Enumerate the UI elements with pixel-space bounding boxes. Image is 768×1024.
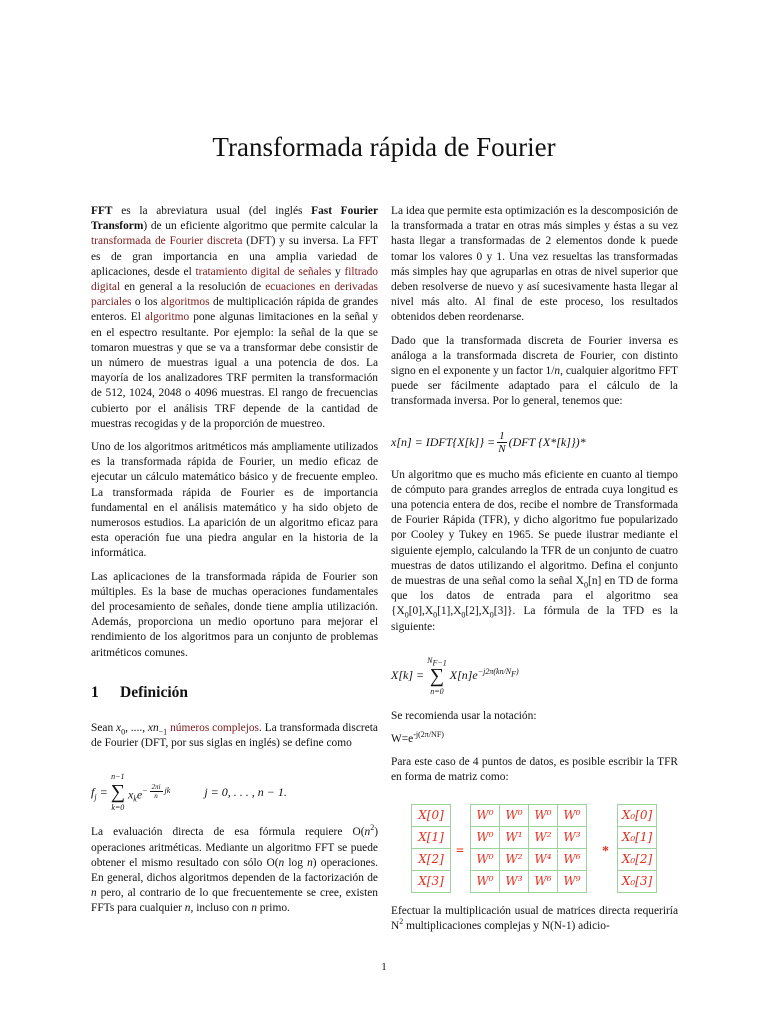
matrix-cell: W² [529, 826, 558, 848]
matrix-cell: W³ [500, 870, 529, 892]
matrix-cell: X[3] [412, 870, 451, 892]
input-vector [617, 804, 657, 893]
matrix-cell: X₀[2] [618, 848, 657, 870]
link-algoritmos[interactable]: algoritmos [160, 296, 210, 309]
paragraph-3: Las aplicaciones de la transformada rápida de Fourier son múltiples. Es la base de muchas operaciones fundamentales del procesamiento de señales, donde tiene amplia utilización. Además, proporciona un medio oportuno para mejorar el rendimiento de los algoritmos para un conjunto de problemas aritméticos comunes. [91, 570, 378, 659]
matrix-cell: X₀[3] [618, 870, 657, 892]
matrix-cell: X₀[0] [618, 804, 657, 826]
matrix-cell: X[0] [412, 804, 451, 826]
matrix-cell: X[2] [412, 848, 451, 870]
matrix-cell: W³ [558, 826, 587, 848]
matrix-cell: X[1] [412, 826, 451, 848]
matrix-cell: W⁴ [529, 848, 558, 870]
link-algoritmo[interactable]: algoritmo [144, 311, 190, 324]
link-ecuaciones-derivadas-parciales[interactable]: ecuaciones en derivadas parciales [91, 281, 378, 309]
multiply-sign: * [602, 843, 609, 859]
right-column [391, 204, 678, 942]
fft-matrix-equation [391, 794, 678, 904]
matrix-cell: W² [500, 848, 529, 870]
matrix-cell: W⁰ [471, 826, 500, 848]
matrix-cell: W¹ [500, 826, 529, 848]
notation-paragraph: Se recomienda usar la notación: [391, 709, 537, 722]
page-title: Transformada rápida de Fourier [212, 132, 556, 163]
optimization-paragraph: La idea que permite esta optimización es la descomposición de la transformada a tratar en otras más simples y éstas a su vez hasta llegar a transformadas de 2 elementos donde k puede tomar los valores 0 y 1. Una vez resueltas las transformadas más simples hay que agruparlas en otras de nivel superior que deben resolverse de nuevo y así sucesivamente hasta llegar al nivel más alto. Al final de este proceso, los resultados obtenidos deben reordenarse. [391, 205, 678, 324]
matrix-cell: W⁹ [558, 870, 587, 892]
matrix-cell: W⁰ [471, 870, 500, 892]
matrix-cell: W⁶ [529, 870, 558, 892]
tfr-paragraph: Un algoritmo que es mucho más eficiente en cuanto al tiempo de cómputo para grandes arreglos de entrada cuya longitud es una potencia entera de dos, recibe el nombre de Transformada de Fourier Rápida (TFR), y dicho algoritmo fue popularizado por Cooley y Tukey en 1965. Se puede ilustrar mediante el siguiente ejemplo, calculando la TFR de un conjunto de cuatro muestras de datos utilizando el algoritmo. Defina el conjunto de muestras de una señal como la señal $X_0[n]$ en TD de forma que los datos de entrada para el algoritmo sea $\{X_0[0],X_0[1],X_0[2],X_0[3]\}$. La fórmula de la TFD es la siguiente: [391, 468, 679, 633]
matrix-intro-paragraph: Para este caso de 4 puntos de datos, es posible escribir la TFR en forma de matriz como: [391, 756, 678, 784]
link-tratamiento-digital-senales[interactable]: tratamiento digital de señales [195, 265, 332, 278]
tfd-equation: X[k] = $N_{F-1}$ ∑ n=0 $X[n]e^{-j2\pi(kn/N_F)}$ [391, 655, 519, 696]
intro-paragraph: FFT es la abreviatura usual (del inglés Fast Fourier Transform) de un eficiente algoritmo que permite calcular la transformada de Fourier discreta (DFT) y su inversa. La FFT es de gran importancia en una amplia variedad de aplicaciones, desde el tratamiento digital de señales y filtrado digital en general a la resolución de ecuaciones en derivadas parciales o los algoritmos de multiplicación rápida de grandes enteros. El algoritmo pone algunas limitaciones en la señal y en el espectro resultante. Por ejemplo: la señal de la que se tomaron muestras y que se va a transformar debe consistir de un número de muestras igual a una potencia de dos. La mayoría de los analizadores TRF permiten la transformación de 512, 1024, 2048 o 4096 muestras. El rango de frecuencias cubierto por el análisis TRF depende de la cantidad de muestras recogidas y de la proporción de muestreo. [91, 205, 379, 430]
twiddle-matrix [470, 804, 587, 893]
multiplication-paragraph: Efectuar la multiplicación usual de matrices directa requeriría $N^2$ multiplicaciones complejas y N(N-1) adicio- [391, 904, 678, 932]
matrix-cell: X₀[1] [618, 826, 657, 848]
equals-sign: = [456, 843, 464, 859]
matrix-cell: W⁰ [500, 804, 529, 826]
link-numeros-complejos[interactable]: números complejos [170, 721, 259, 734]
inverse-paragraph: Dado que la transformada discreta de Fourier inversa es análoga a la transformada discreta de Fourier, con distinto signo en el exponente y un factor 1/n, cualquier algoritmo FFT puede ser fácilmente adaptado para el cálculo de la transformada inversa. Por lo general, tenemos que: [391, 334, 679, 408]
matrix-cell: W⁶ [558, 848, 587, 870]
output-vector [411, 804, 451, 893]
link-filtrado-digital[interactable]: filtrado digital [91, 265, 378, 294]
page-number: 1 [381, 961, 387, 973]
section-heading: 1 Definición [91, 683, 189, 701]
dft-equation: $f_j$ = n−1 ∑ k=0 $x_ke^{- \frac{2\pi i}{n} jk}$ j = 0, . . . , n − 1. [91, 772, 287, 813]
matrix-cell: W⁰ [471, 848, 500, 870]
matrix-cell: W⁰ [471, 804, 500, 826]
idft-equation: x[n] = IDFT{X[k]} = $\frac{1}{N}$ (DFT {X*[k]})* [391, 430, 586, 456]
w-notation: $W=e^{-j(2\pi/NF)}$ [391, 730, 444, 746]
left-column [91, 204, 378, 925]
complexity-paragraph: La evaluación directa de esa fórmula requiere $O(n^2)$ operaciones aritméticas. Mediante un algoritmo FFT se puede obtener el mismo resultado con sólo O(n log n) operaciones. En general, dichos algoritmos dependen de la factorización de n pero, al contrario de lo que frecuentemente se cree, existen FFTs para cualquier n, incluso con n primo. [91, 823, 378, 915]
definition-paragraph: Sean $x_0$, ...., $xn_{-1}$ números complejos. La transformada discreta de Fourier (DFT, por sus siglas en inglés) se define como [91, 721, 378, 750]
matrix-cell: W⁰ [529, 804, 558, 826]
paragraph-2: Uno de los algoritmos aritméticos más ampliamente utilizados es la transformada rápida de Fourier, un medio eficaz de ejecutar un cálculo matemático básico y de frecuente empleo. La transformada rápida de Fourier es de importancia fundamental en el análisis matemático y ha sido objeto de numerosos estudios. La aparición de un algoritmo eficaz para esta operación fue una piedra angular en la historia de la informática. [91, 441, 378, 560]
matrix-cell: W⁰ [558, 804, 587, 826]
link-transformada-fourier-discreta[interactable]: transformada de Fourier discreta [91, 235, 243, 248]
